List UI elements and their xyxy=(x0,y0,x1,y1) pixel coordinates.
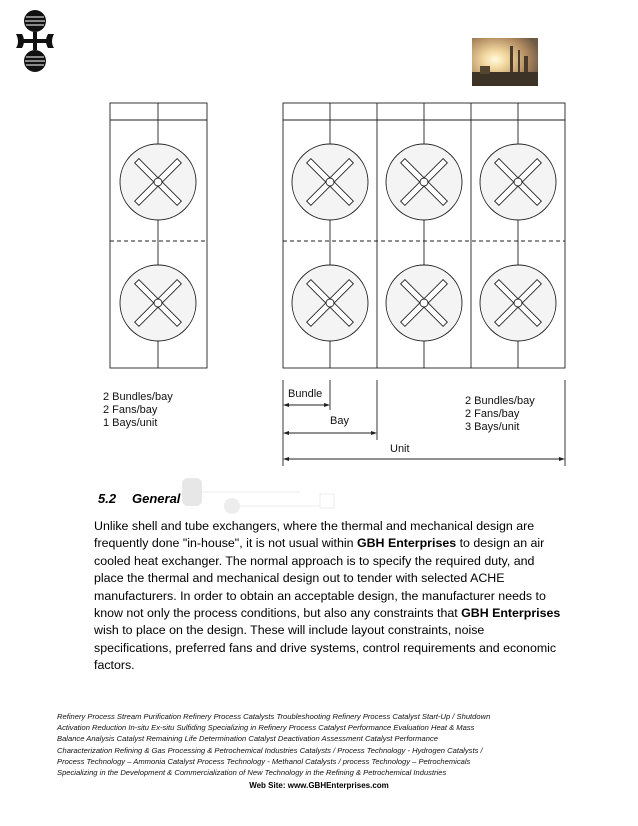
section-number: 5.2 xyxy=(98,491,117,506)
fan xyxy=(476,261,561,346)
website-link[interactable]: Web Site: www.GBHEnterprises.com xyxy=(249,781,389,790)
fan xyxy=(288,261,373,346)
fan xyxy=(116,261,201,346)
left-bundles-per-bay: 2 Bundles/bay xyxy=(103,391,173,403)
background-faint-graphic xyxy=(180,474,410,524)
brand-name: GBH Enterprises xyxy=(461,606,561,621)
unit-label: Unit xyxy=(390,443,410,455)
bay-label: Bay xyxy=(330,415,349,427)
fan xyxy=(382,140,467,225)
left-bays-per-unit: 1 Bays/unit xyxy=(103,417,158,429)
right-bundles-per-bay: 2 Bundles/bay xyxy=(465,395,535,407)
body-text-part2: to design an air cooled heat exchanger. The normal approach is to specify the required duty, and place the thermal and mechanical design out to tender with selected ACHE manufacturers. In order to obtain an acceptable design, the manufacturer needs to know not only the process conditions, but also any constraints that xyxy=(94,536,546,621)
body-text-part1: Unlike shell and tube exchangers, where the thermal and mechanical design are frequently done "in-house", it is not usual within xyxy=(94,519,535,551)
footer-services-text xyxy=(57,711,577,778)
footer-line: Activation Reduction In-situ Ex-situ Sulfiding Specializing in Refinery Process Catalyst Performance Evaluation Heat & Mass xyxy=(57,723,475,733)
footer-line: Characterization Refining & Gas Processing & Petrochemical Industries Catalysts / Process Technology - Hydrogen Catalysts / xyxy=(57,745,483,755)
footer-line: Specializing in the Development & Commercialization of New Technology in the Refining & Petrochemical Industries xyxy=(57,768,447,778)
left-fans-per-bay: 2 Fans/bay xyxy=(103,404,158,416)
right-bays-per-unit: 3 Bays/unit xyxy=(465,421,520,433)
section-title: General xyxy=(132,491,181,506)
footer-line: Process Technology – Ammonia Catalyst Process Technology - Methanol Catalysts / process Technology – Petrochemicals xyxy=(57,756,471,766)
footer-line: Refinery Process Stream Purification Refinery Process Catalysts Troubleshooting Refinery Process Catalyst Start-Up / Shutdown xyxy=(57,712,491,721)
fan xyxy=(288,140,373,225)
footer-line: Balance Analysis Catalyst Remaining Life Determination Catalyst Deactivation Assessment Catalyst Performance xyxy=(57,734,438,744)
body-text-part3: wish to place on the design. These will include layout constraints, noise specifications, preferred fans and drive systems, control requirements and economic factors. xyxy=(94,623,557,673)
right-fans-per-bay: 2 Fans/bay xyxy=(465,408,520,420)
fan xyxy=(382,261,467,346)
section-heading xyxy=(98,491,180,506)
body-paragraph xyxy=(94,518,564,675)
brand-name: GBH Enterprises xyxy=(356,536,457,551)
fan xyxy=(476,140,561,225)
bundle-label: Bundle xyxy=(288,388,323,400)
fan xyxy=(116,140,201,225)
